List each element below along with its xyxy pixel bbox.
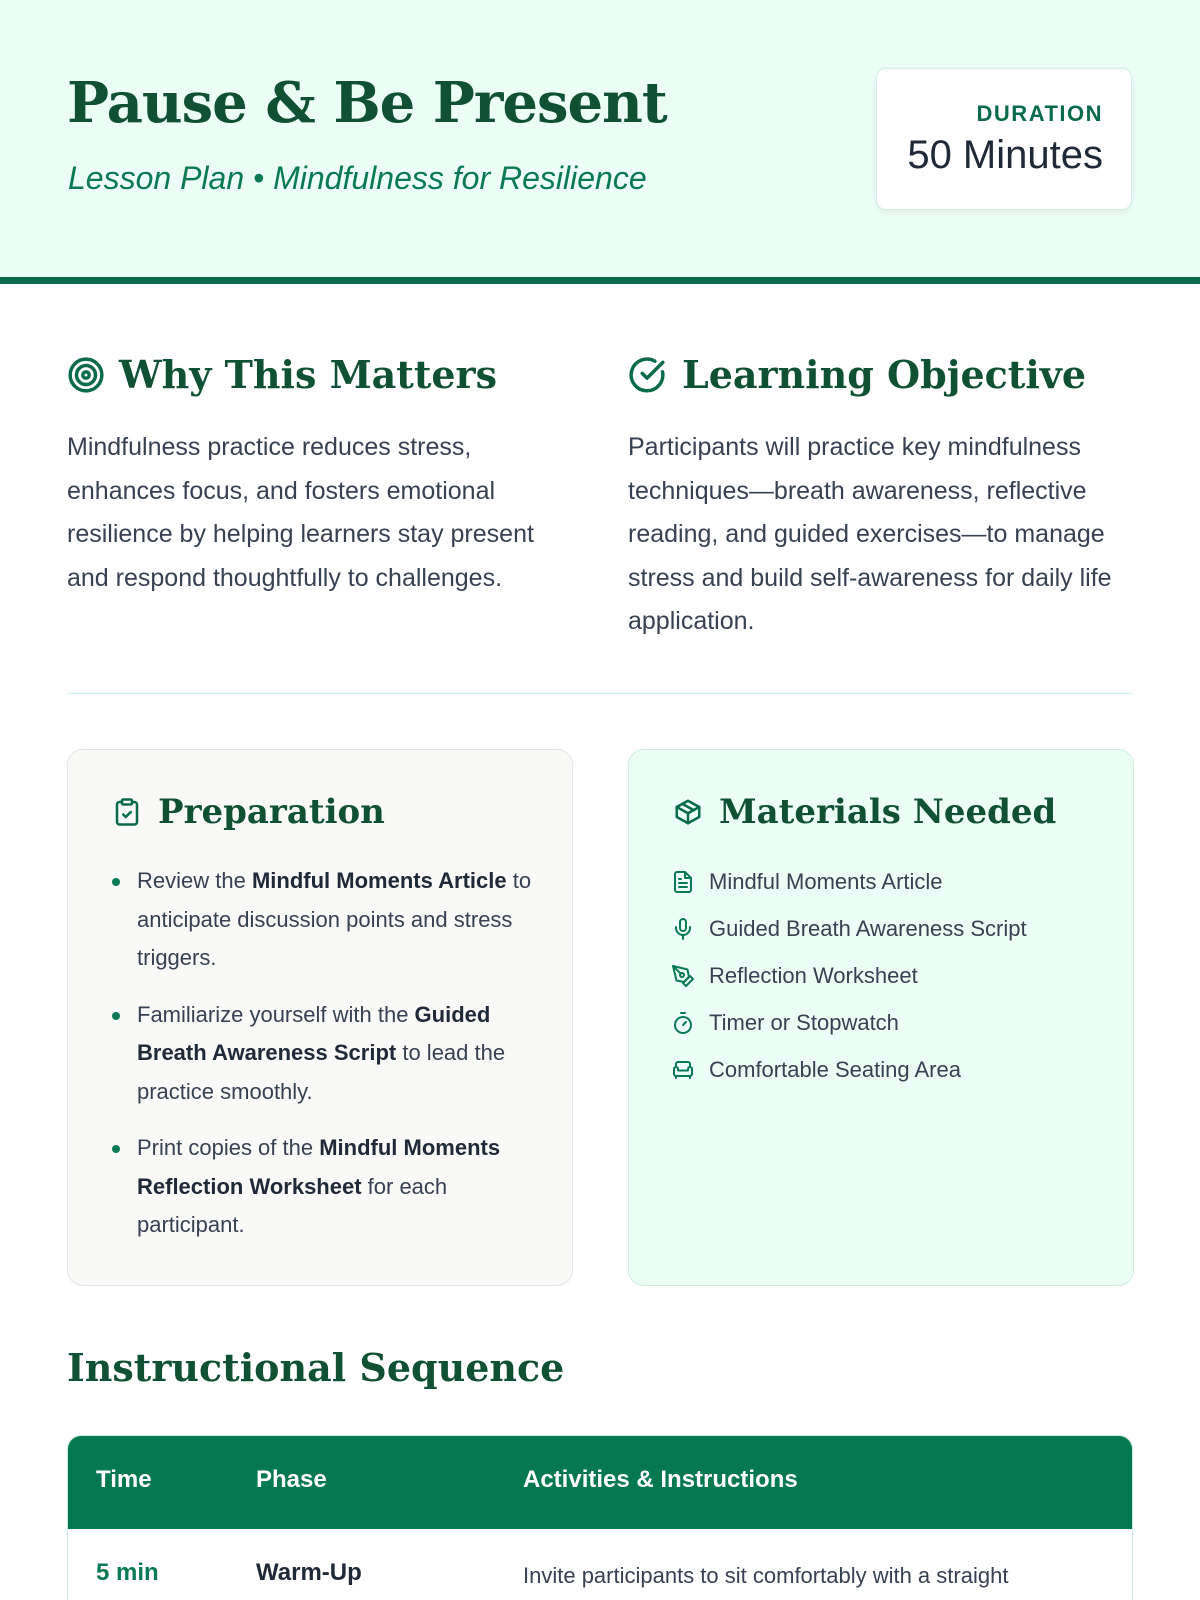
- materials-card: [628, 749, 1134, 1286]
- list-item: Print copies of the Mindful Moments Reflection Worksheet for each participant.: [112, 1129, 532, 1245]
- page-subtitle: Lesson Plan • Mindfulness for Resilience: [68, 160, 647, 196]
- document-icon: [671, 870, 695, 894]
- row-activity: Invite participants to sit comfortably with a straight: [523, 1563, 1009, 1588]
- row-time: 5 min: [96, 1559, 159, 1586]
- row-phase: Warm-Up: [256, 1559, 362, 1586]
- column-header-time: Time: [96, 1466, 152, 1493]
- lesson-header: [0, 0, 1200, 284]
- objective-text: Participants will practice key mindfulness techniques—breath awareness, reflective reading, and guided exercises—to manage stress and build self-awareness for daily life application.: [628, 433, 1112, 635]
- materials-list: [671, 858, 1027, 1093]
- preparation-card: [67, 749, 573, 1286]
- sequence-table: [67, 1435, 1133, 1600]
- list-item: Mindful Moments Article: [671, 858, 1027, 905]
- table-row: [68, 1529, 1133, 1600]
- objective-heading-text: Learning Objective: [682, 352, 1087, 397]
- list-item: Comfortable Seating Area: [671, 1046, 1027, 1093]
- section-divider: [67, 693, 1133, 694]
- pen-tool-icon: [671, 964, 695, 988]
- materials-heading: [673, 792, 1056, 832]
- why-heading: [67, 352, 497, 397]
- check-circle-icon: [628, 356, 666, 394]
- duration-value: 50 Minutes: [907, 133, 1103, 177]
- list-item: Guided Breath Awareness Script: [671, 905, 1027, 952]
- objective-heading: [628, 352, 1086, 397]
- sequence-heading: Instructional Sequence: [67, 1345, 565, 1390]
- list-item: Review the Mindful Moments Article to anticipate discussion points and stress triggers.: [112, 862, 532, 978]
- duration-card: [876, 68, 1132, 210]
- column-header-phase: Phase: [256, 1466, 327, 1493]
- microphone-icon: [671, 917, 695, 941]
- materials-heading-text: Materials Needed: [719, 792, 1057, 832]
- preparation-heading: [112, 792, 385, 832]
- page-title: Pause & Be Present: [67, 70, 667, 136]
- clipboard-check-icon: [112, 797, 142, 827]
- timer-icon: [671, 1011, 695, 1035]
- column-header-activities: Activities & Instructions: [523, 1466, 798, 1493]
- armchair-icon: [671, 1058, 695, 1082]
- list-item: Familiarize yourself with the Guided Breath Awareness Script to lead the practice smoothly.: [112, 996, 532, 1112]
- target-icon: [67, 356, 105, 394]
- package-icon: [673, 797, 703, 827]
- duration-label: DURATION: [976, 101, 1103, 126]
- preparation-heading-text: Preparation: [158, 792, 385, 832]
- table-header: [68, 1436, 1133, 1529]
- preparation-list: [112, 862, 532, 1263]
- why-heading-text: Why This Matters: [119, 352, 497, 397]
- why-text: Mindfulness practice reduces stress, enhances focus, and fosters emotional resilience by helping learners stay present and respond thoughtfully to challenges.: [67, 433, 534, 592]
- list-item: Reflection Worksheet: [671, 952, 1027, 999]
- list-item: Timer or Stopwatch: [671, 999, 1027, 1046]
